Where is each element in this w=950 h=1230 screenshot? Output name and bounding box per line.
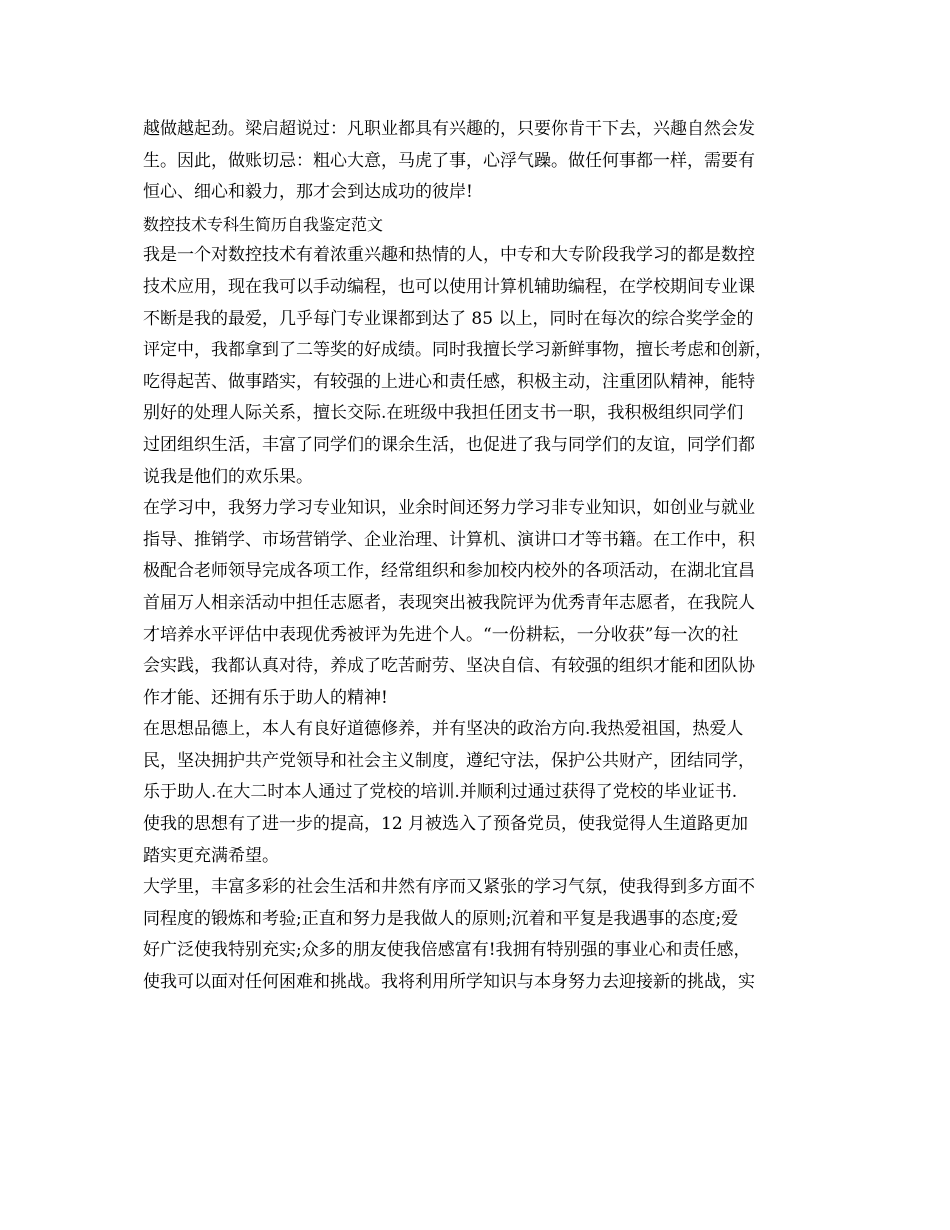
paragraph-intro-continued	[143, 114, 813, 209]
text-line: 好广泛使我特别充实;众多的朋友使我倍感富有!我拥有特别强的事业心和责任感，	[143, 940, 751, 961]
text-line: 恒心、细心和毅力，那才会到达成功的彼岸!	[143, 182, 473, 203]
text-line: 说我是他们的欢乐果。	[143, 466, 313, 487]
text-line: 踏实更充满希望。	[143, 845, 279, 866]
text-line: 指导、推销学、市场营销学、企业治理、计算机、演讲口才等书籍。在工作中，积	[143, 529, 755, 550]
text-line: 越做越起劲。梁启超说过：凡职业都具有兴趣的，只要你肯干下去，兴趣自然会发	[143, 119, 755, 139]
document-body	[143, 114, 813, 999]
text-line: 民，坚决拥护共产党领导和社会主义制度，遵纪守法，保护公共财产，团结同学，	[143, 750, 755, 771]
text-line: 使我的思想有了进一步的提高，12 月被选入了预备党员，使我觉得人生道路更加	[143, 814, 749, 835]
paragraph-moral-character	[143, 714, 813, 872]
paragraph-study-and-work	[143, 493, 813, 714]
text-line: 生。因此，做账切忌：粗心大意，马虎了事，心浮气躁。做任何事都一样，需要有	[143, 150, 755, 171]
text-line: 我是一个对数控技术有着浓重兴趣和热情的人，中专和大专阶段我学习的都是数控	[143, 245, 755, 266]
paragraph-university-life	[143, 872, 813, 998]
text-line: 才培养水平评估中表现优秀被评为先进个人。“一份耕耘，一分收获”每一次的社	[143, 624, 739, 645]
paragraph-self-introduction	[143, 240, 813, 493]
section-heading	[143, 209, 813, 241]
text-line: 别好的处理人际关系，擅长交际.在班级中我担任团支书一职，我积极组织同学们	[143, 403, 744, 424]
text-line: 作才能、还拥有乐于助人的精神!	[143, 687, 388, 708]
text-line: 使我可以面对任何困难和挑战。我将利用所学知识与本身努力去迎接新的挑战，实	[143, 972, 755, 993]
text-line: 在学习中，我努力学习专业知识，业余时间还努力学习非专业知识，如创业与就业	[143, 498, 755, 519]
text-line: 会实践，我都认真对待，养成了吃苦耐劳、坚决自信、有较强的组织才能和团队协	[143, 656, 755, 677]
text-line: 在思想品德上，本人有良好道德修养，并有坚决的政治方向.我热爱祖国，热爱人	[143, 719, 744, 740]
text-line: 评定中，我都拿到了二等奖的好成绩。同时我擅长学习新鲜事物，擅长考虑和创新，	[143, 340, 772, 361]
text-line: 极配合老师领导完成各项工作，经常组织和参加校内校外的各项活动，在湖北宜昌	[143, 561, 755, 582]
text-line: 首届万人相亲活动中担任志愿者，表现突出被我院评为优秀青年志愿者，在我院人	[143, 592, 755, 613]
text-line: 技术应用，现在我可以手动编程，也可以使用计算机辅助编程，在学校期间专业课	[143, 276, 755, 297]
text-line: 吃得起苦、做事踏实，有较强的上进心和责任感，积极主动，注重团队精神，能特	[143, 371, 755, 392]
text-line: 过团组织生活，丰富了同学们的课余生活，也促进了我与同学们的友谊，同学们都	[143, 434, 755, 455]
heading-text: 数控技术专科生简历自我鉴定范文	[143, 214, 384, 234]
text-line: 同程度的锻炼和考验;正直和努力是我做人的原则;沉着和平复是我遇事的态度;爱	[143, 908, 739, 929]
text-line: 不断是我的最爱，几乎每门专业课都到达了 85 以上，同时在每次的综合奖学金的	[143, 308, 754, 329]
text-line: 大学里，丰富多彩的社会生活和井然有序而又紧张的学习气氛，使我得到多方面不	[143, 877, 755, 898]
text-line: 乐于助人.在大二时本人通过了党校的培训.并顺利过通过获得了党校的毕业证书.	[143, 782, 738, 803]
